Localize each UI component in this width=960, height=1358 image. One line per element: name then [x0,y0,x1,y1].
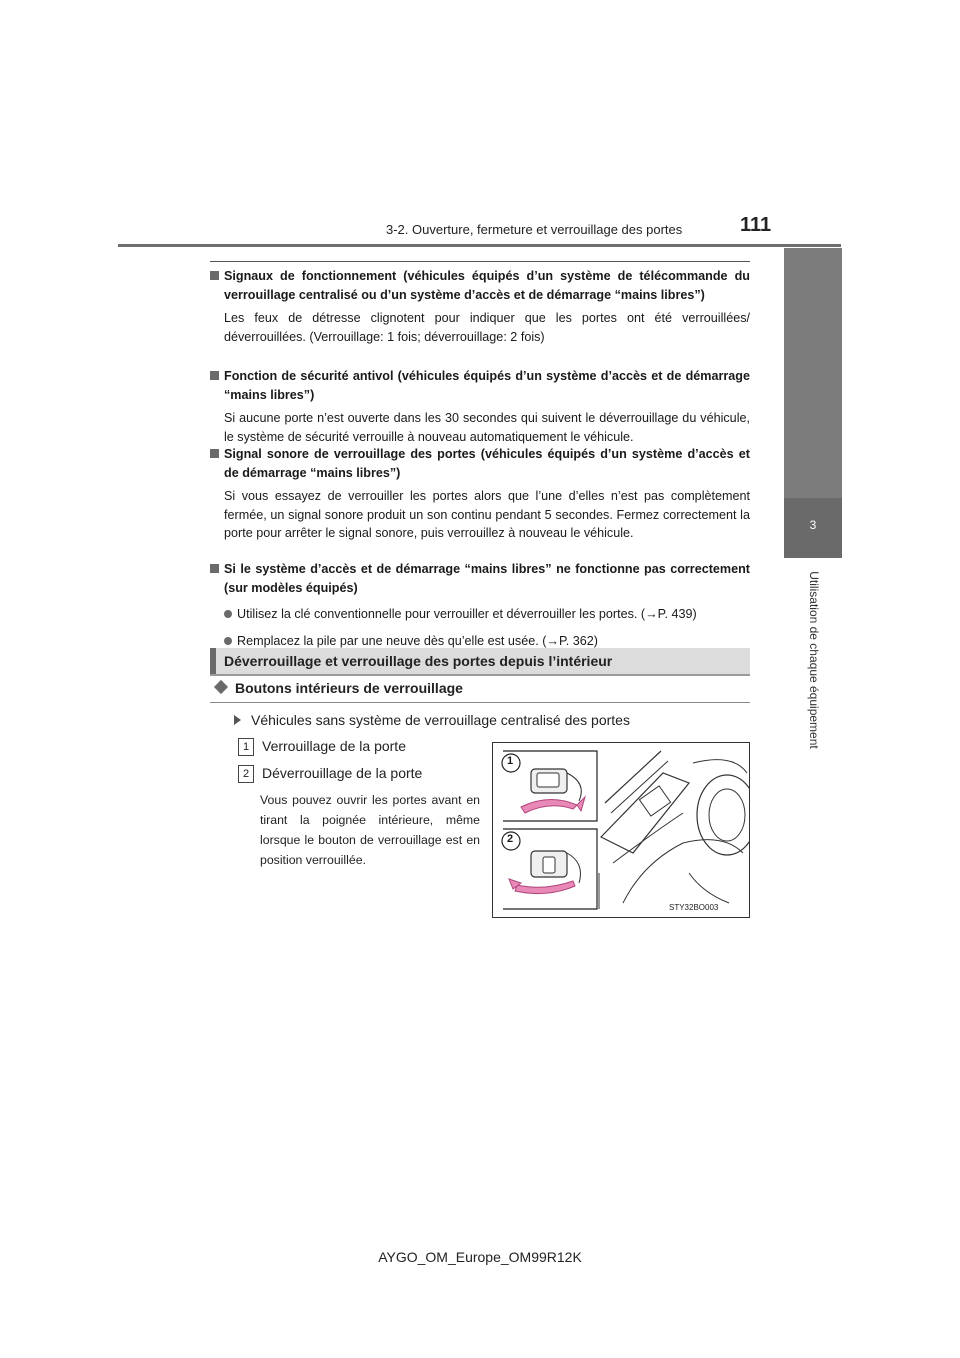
running-header: 3-2. Ouverture, fermeture et verrouillage des portes [386,222,683,237]
callout-2: 2 [507,833,514,845]
section-marker [210,648,216,674]
square-bullet-icon [210,371,219,380]
block-text: Les feux de détresse clignotent pour indiquer que les portes ont été verrouillées/ déverrouillées. (Verrouillage: 1 fois; déverrouillage: 2 fois) [224,311,750,344]
document-footer: AYGO_OM_Europe_OM99R12K [378,1249,582,1265]
subsection-heading: Boutons intérieurs de verrouillage [216,680,463,696]
list-item: Remplacez la pile par une neuve dès qu’elle est usée. (→P. 362) [210,632,750,651]
number-badge: 2 [238,765,254,783]
block-title: Signaux de fonctionnement (véhicules équipés d’un système de télécommande du verrouillage centralisé ou d’un système d’accès et de démarrage “mains libres”) [224,269,750,302]
block-text: Si aucune porte n’est ouverte dans les 30 secondes qui suivent le déverrouillage du véhicule, le système de sécurité verrouille à nouveau automatiquement le véhicule. [224,411,750,444]
block-title: Si le système d’accès et de démarrage “mains libres” ne fonctionne pas correctement (sur modèles équipés) [224,562,750,595]
figure-code: STY32BO003 [669,903,719,912]
block-title: Signal sonore de verrouillage des portes (véhicules équipés d’un système d’accès et de démarrage “mains libres”) [224,447,750,480]
callout-1: 1 [507,755,514,767]
triangle-arrow-icon [234,715,241,725]
chapter-label: Utilisation de chaque équipement [807,571,821,749]
square-bullet-icon [210,564,219,573]
diamond-icon [214,680,228,694]
side-tab-bar [784,248,842,498]
section-note: Vous pouvez ouvrir les portes avant en tirant la poignée intérieure, même lorsque le bouton de verrouillage est en position verrouillée. [260,793,480,867]
square-bullet-icon [210,271,219,280]
block-title: Fonction de sécurité antivol (véhicules équipés d’un système d’accès et de démarrage “mains libres”) [224,369,750,402]
info-block-malfunction [210,560,750,650]
number-badge: 1 [238,738,254,756]
dot-bullet-icon [224,637,232,645]
info-block-signals [210,267,750,346]
chapter-number: 3 [809,518,817,532]
numbered-item-unlock: 2 Déverrouillage de la porte [238,765,422,783]
variant-label: Véhicules sans système de verrouillage centralisé des portes [234,712,630,728]
square-bullet-icon [210,449,219,458]
door-lock-drawing [493,743,749,917]
door-lock-illustration [492,742,750,918]
info-block-buzzer [210,445,750,543]
section-header-bar [210,648,750,676]
dot-bullet-icon [224,610,232,618]
section-title: Déverrouillage et verrouillage des portes depuis l’intérieur [224,653,613,669]
list-item: Utilisez la clé conventionnelle pour verrouiller et déverrouiller les portes. (→P. 439) [210,605,750,624]
subsection-rule [210,702,750,703]
numbered-item-lock: 1 Verrouillage de la porte [238,738,406,756]
info-block-antitheft [210,367,750,446]
page-number: 111 [740,214,772,236]
content-top-rule [210,261,750,262]
block-text: Si vous essayez de verrouiller les portes alors que l’une d’elles n’est pas complètement fermée, un signal sonore produit un son continu pendant 5 secondes. Fermez correctement la porte pour arrêter le signal sonore, puis verrouillez à nouveau le véhicule. [224,489,750,540]
header-rule [118,244,841,247]
